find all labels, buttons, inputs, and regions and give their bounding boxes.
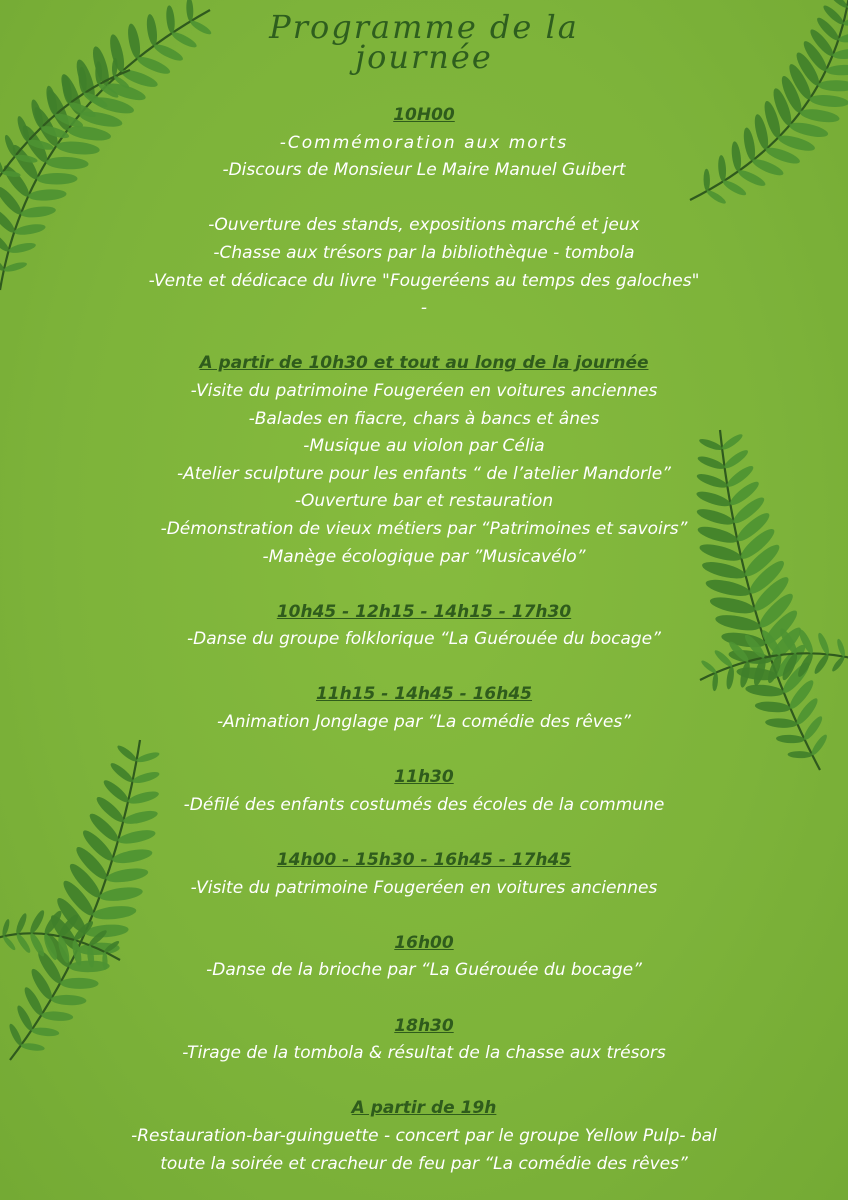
program-item: -Visite du patrimoine Fougeréen en voitures anciennes <box>190 877 658 898</box>
section-heading: 18h30 <box>394 1015 454 1036</box>
section-heading: 10h45 - 12h15 - 14h15 - 17h30 <box>276 601 572 622</box>
section-heading: A partir de 10h30 et tout au long de la journée <box>199 353 649 374</box>
section-heading: A partir de 19h <box>351 1098 497 1119</box>
title-line-1: Programme de la <box>269 8 579 46</box>
program-item: -Musique au violon par Célia <box>303 436 545 457</box>
program-item: -Ouverture bar et restauration <box>294 491 554 512</box>
program-item: -Balades en fiacre, chars à bancs et ânes <box>248 408 600 429</box>
program-item: toute la soirée et cracheur de feu par “La comédie des rêves” <box>160 1153 688 1174</box>
program-item: -Chasse aux trésors par la bibliothèque - tombola <box>213 242 635 263</box>
section-heading: 11h15 - 14h45 - 16h45 <box>315 684 533 705</box>
section-heading: 14h00 - 15h30 - 16h45 - 17h45 <box>276 850 572 871</box>
program-item: -Restauration-bar-guinguette - concert par le groupe Yellow Pulp- bal <box>131 1125 717 1146</box>
page-title <box>0 8 848 76</box>
program-item: -Tirage de la tombola & résultat de la chasse aux trésors <box>182 1043 666 1064</box>
program-item: -Commémoration aux morts <box>279 132 569 153</box>
program-item: -Manège écologique par ”Musicavélo” <box>262 546 586 567</box>
program-item: -Discours de Monsieur Le Maire Manuel Guibert <box>222 160 626 181</box>
section-heading: 11h30 <box>394 767 454 788</box>
program-item: -Défilé des enfants costumés des écoles de la commune <box>183 794 665 815</box>
program-item: - <box>420 298 428 319</box>
program-item: -Visite du patrimoine Fougeréen en voitures anciennes <box>190 380 658 401</box>
program-item: -Ouverture des stands, expositions marché et jeux <box>208 215 640 236</box>
section-heading: 16h00 <box>394 932 454 953</box>
program-item: -Vente et dédicace du livre "Fougeréens au temps des galoches" <box>148 270 700 291</box>
program-item: -Animation Jonglage par “La comédie des rêves” <box>217 712 631 733</box>
program-item: -Atelier sculpture pour les enfants “ de l’atelier Mandorle” <box>177 463 671 484</box>
program-item: -Danse du groupe folklorique “La Guérouée du bocage” <box>187 629 661 650</box>
title-line-2: journée <box>355 38 493 76</box>
program-list <box>60 102 788 1178</box>
section-heading: 10H00 <box>393 105 455 125</box>
program-item: -Danse de la brioche par “La Guérouée du bocage” <box>206 960 642 981</box>
program-item: -Démonstration de vieux métiers par “Patrimoines et savoirs” <box>160 518 688 539</box>
